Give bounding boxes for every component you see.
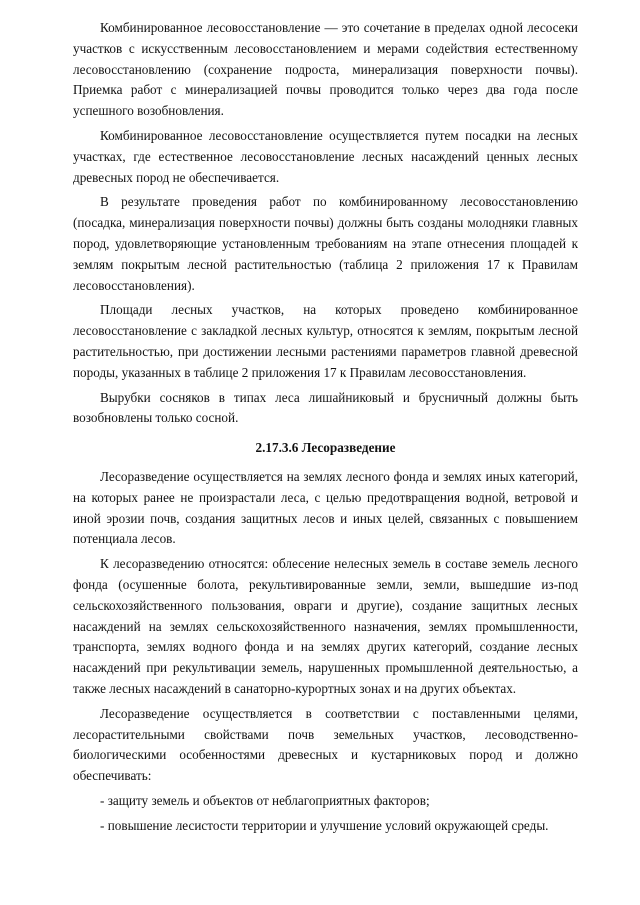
paragraph-afforestation-definition: Лесоразведение осуществляется на землях лесного фонда и землях иных категорий, на которых ранее не произрастали леса, с целью предотвращения водной, ветровой и иной эрозии почв, создания защитных лесов и иных целей, связанных с повышением потенциала лесов. [73, 468, 578, 547]
paragraph-forest-plots-classification: Площади лесных участков, на которых проведено комбинированное лесовосстановление с закладкой лесных культур, относятся к землям, покрытым лесной растительностью, при достижении лесными растениями параметров главной древесной породы, указанных в таблице 2 приложения 17 к Правилам лесовосстановления. [73, 302, 578, 380]
paragraph-combined-reforestation-result: В результате проведения работ по комбинированному лесовосстановлению (посадка, минерализация поверхности почвы) должны быть созданы молодняки главных пород, удовлетворяющие установленным требованиям на этапе отнесения площадей к землям покрытым лесной растительностью (таблица 2 приложения 17 к Правилам лесовосстановления). [73, 194, 578, 293]
paragraph-combined-reforestation-method: Комбинированное лесовосстановление осуществляется путем посадки на лесных участках, где естественное лесовосстановление лесных насаждений ценных лесных древесных пород не обеспечивается. [73, 127, 578, 185]
paragraph-pine-clearings: Вырубки сосняков в типах леса лишайниковый и брусничный должны быть возобновлены только сосной. [73, 389, 578, 426]
paragraph-afforestation-includes: К лесоразведению относятся: облесение нелесных земель в составе земель лесного фонда (осушенные болота, рекультивированные земли, земли, вышедшие из-под сельскохозяйственного пользования, овраги и другие), создание защитных лесных насаждений на землях сельскохозяйственного назначения, землях промышленности, транспорта, землях водного фонда и на землях других категорий, создание лесных насаждений при рекультивации земель, нарушенных промышленной деятельностью, а также лесных насаждений в санаторно-курортных зонах и на других объектах. [73, 556, 578, 696]
document-body [73, 18, 578, 840]
list-item-land-protection: - защиту земель и объектов от неблагоприятных факторов; [100, 792, 430, 808]
paragraph-combined-reforestation-definition: Комбинированное лесовосстановление — это сочетание в пределах одной лесосеки участков с искусственным лесовосстановлением и мерами содействия естественному лесовосстановлению (сохранение подроста, минерализация поверхности почвы). Приемка работ с минерализацией почвы проводится только через два года после успешного возобновления. [73, 20, 578, 119]
list-item-forest-cover-increase: - повышение лесистости территории и улучшение условий окружающей среды. [100, 817, 549, 833]
section-heading-afforestation: 2.17.3.6 Лесоразведение [255, 440, 396, 456]
paragraph-afforestation-requirements: Лесоразведение осуществляется в соответствии с поставленными целями, лесорастительными свойствами почв земельных участков, лесоводственно-биологическими особенностями древесных и кустарниковых пород и должно обеспечивать: [73, 705, 578, 784]
